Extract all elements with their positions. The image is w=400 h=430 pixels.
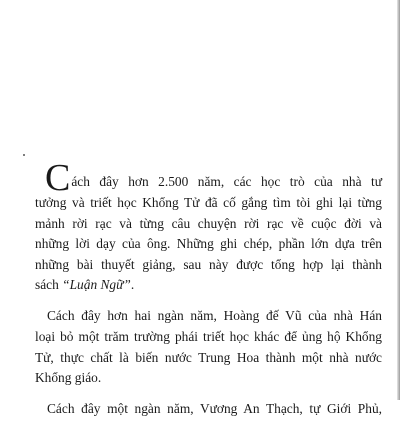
text-line [35, 157, 382, 199]
text-line: Khổng giáo. [35, 370, 102, 386]
text-line: những bài thuyết giảng, sau này được tổng hợp lại thành [35, 256, 382, 272]
book-title: “Luận Ngữ” [62, 277, 131, 293]
paragraph-2 [35, 306, 382, 388]
text-line: Cách đây hơn hai ngàn năm, Hoàng đế Vũ của nhà Hán [47, 308, 382, 324]
paragraph-3 [35, 399, 382, 420]
scan-speck [23, 154, 25, 156]
line-text: sách [35, 277, 63, 293]
text-line: sách “Luận Ngữ”. [35, 277, 135, 293]
body-text [35, 157, 382, 430]
text-line: mảnh rời rạc và từng câu chuyện rời rạc về cuộc đời và [35, 215, 382, 231]
text-line: Cách đây một ngàn năm, Vương An Thạch, tự Giới Phủ, [47, 401, 382, 417]
text-line: loại bỏ một trăm trường phái triết học khác để ủng hộ Khổng [35, 329, 382, 345]
text-line: tưởng và triết học Khổng Tử đã cố gắng tìm tòi ghi lại từng [35, 195, 382, 210]
text-line: Tử, thực chất là biến nước Trung Hoa thành một nhà nước [35, 349, 382, 365]
drop-cap: C [45, 157, 71, 199]
text-line: những lời dạy của ông. Những ghi chép, phần lớn dựa trên [35, 236, 382, 252]
paragraph-1 [35, 157, 382, 296]
line-text: ách đây hơn 2.500 năm, các học trò của nhà tư [71, 174, 382, 189]
